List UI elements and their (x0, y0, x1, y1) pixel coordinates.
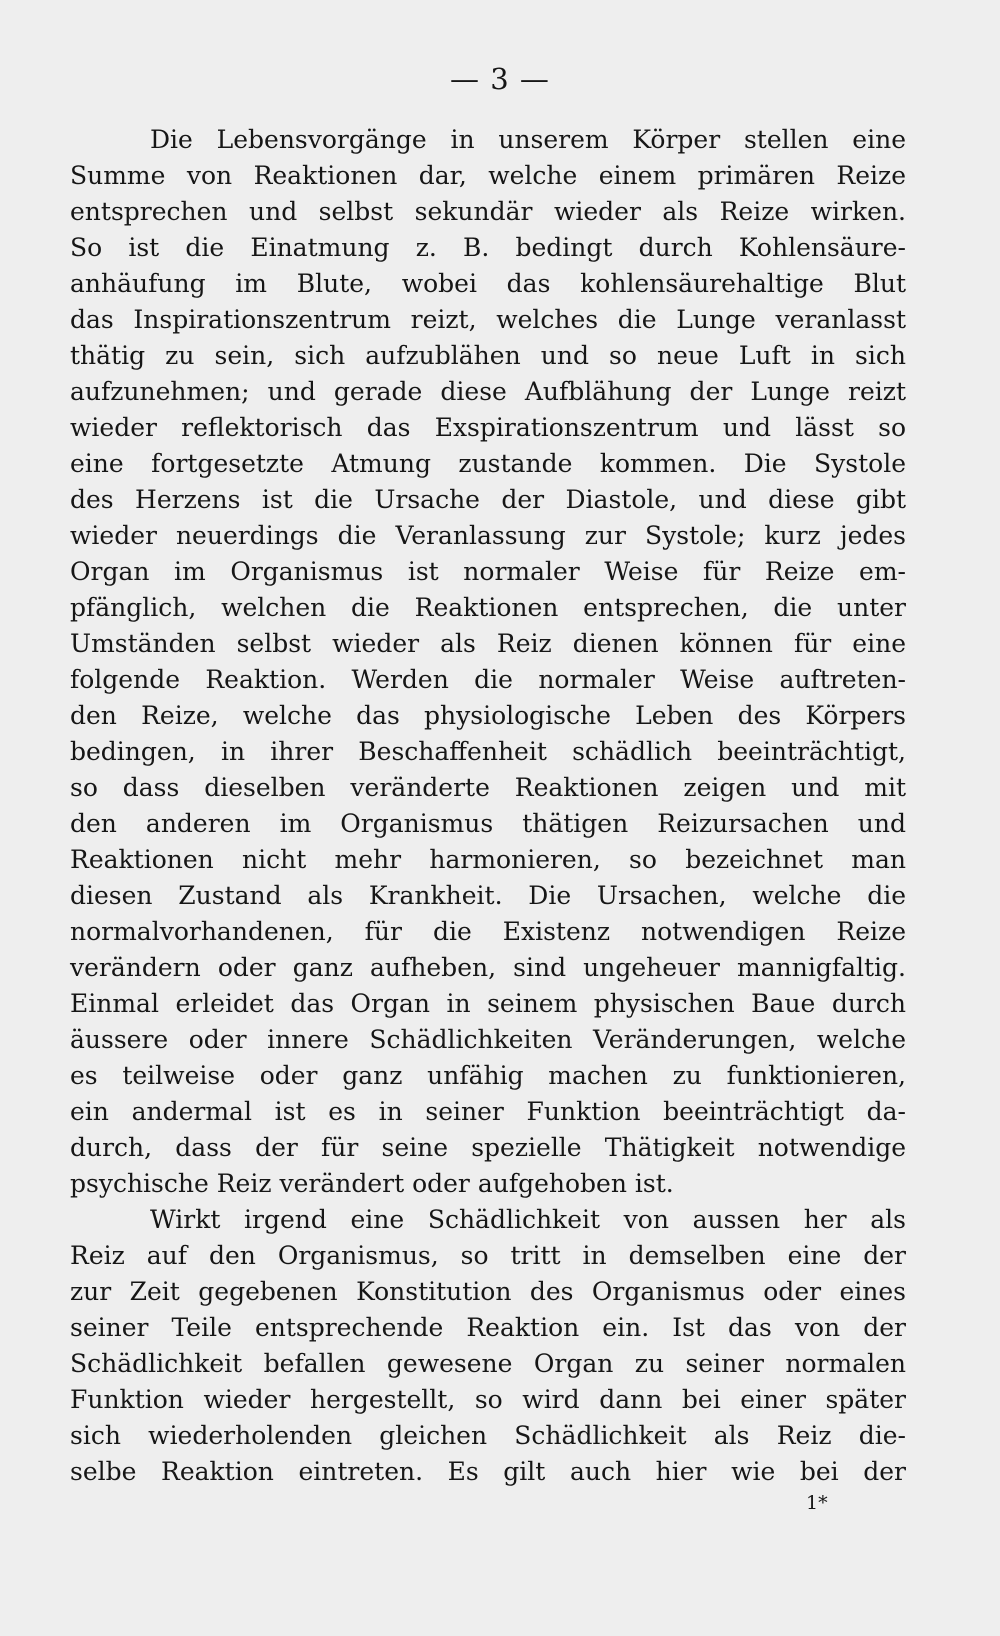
text-line: wieder reflektorisch das Exspirationszentrum und lässt so (70, 413, 906, 442)
text-line: Schädlichkeit befallen gewesene Organ zu seiner normalen (70, 1349, 906, 1378)
text-line: das Inspirationszentrum reizt, welches die Lunge veranlasst (70, 305, 906, 334)
text-line: äussere oder innere Schädlichkeiten Veränderungen, welche (70, 1025, 906, 1054)
text-line: durch, dass der für seine spezielle Thätigkeit notwendige (70, 1133, 906, 1162)
signature-mark: 1* (806, 1492, 828, 1514)
text-line: anhäufung im Blute, wobei das kohlensäurehaltige Blut (70, 269, 906, 298)
text-line: eine fortgesetzte Atmung zustande kommen. Die Systole (70, 449, 906, 478)
body-text (70, 122, 906, 1490)
text-line: Reaktionen nicht mehr harmonieren, so bezeichnet man (70, 845, 906, 874)
text-line: wieder neuerdings die Veranlassung zur Systole; kurz jedes (70, 521, 906, 550)
text-line: Organ im Organismus ist normaler Weise für Reize em- (70, 557, 906, 586)
text-line: zur Zeit gegebenen Konstitution des Organismus oder eines (70, 1277, 906, 1306)
text-line: So ist die Einatmung z. B. bedingt durch Kohlensäure- (70, 233, 906, 262)
text-line: pfänglich, welchen die Reaktionen entsprechen, die unter (70, 593, 906, 622)
text-line: selbe Reaktion eintreten. Es gilt auch hier wie bei der (70, 1457, 906, 1486)
text-line: thätig zu sein, sich aufzublähen und so neue Luft in sich (70, 341, 906, 370)
text-line: es teilweise oder ganz unfähig machen zu funktionieren, (70, 1061, 906, 1090)
text-line: ein andermal ist es in seiner Funktion beeinträchtigt da- (70, 1097, 906, 1126)
text-line: folgende Reaktion. Werden die normaler Weise auftreten- (70, 665, 906, 694)
text-line: normalvorhandenen, für die Existenz notwendigen Reize (70, 917, 906, 946)
text-line: entsprechen und selbst sekundär wieder als Reize wirken. (70, 197, 906, 226)
text-line: diesen Zustand als Krankheit. Die Ursachen, welche die (70, 881, 906, 910)
text-line: so dass dieselben veränderte Reaktionen zeigen und mit (70, 773, 906, 802)
text-line: des Herzens ist die Ursache der Diastole, und diese gibt (70, 485, 906, 514)
text-line: Summe von Reaktionen dar, welche einem primären Reize (70, 161, 906, 190)
text-line: seiner Teile entsprechende Reaktion ein. Ist das von der (70, 1313, 906, 1342)
text-line: Wirkt irgend eine Schädlichkeit von aussen her als (150, 1205, 906, 1234)
text-line: Die Lebensvorgänge in unserem Körper stellen eine (150, 125, 906, 154)
text-line: sich wiederholenden gleichen Schädlichkeit als Reiz die- (70, 1421, 906, 1450)
text-line: Reiz auf den Organismus, so tritt in demselben eine der (70, 1241, 906, 1270)
text-line: bedingen, in ihrer Beschaffenheit schädlich beeinträchtigt, (70, 737, 906, 766)
text-line: verändern oder ganz aufheben, sind ungeheuer mannigfaltig. (70, 953, 906, 982)
text-line: Funktion wieder hergestellt, so wird dann bei einer später (70, 1385, 906, 1414)
text-line: psychische Reiz verändert oder aufgehoben ist. (70, 1169, 674, 1198)
text-line: den anderen im Organismus thätigen Reizursachen und (70, 809, 906, 838)
text-line: Einmal erleidet das Organ in seinem physischen Baue durch (70, 989, 906, 1018)
text-line: Umständen selbst wieder als Reiz dienen können für eine (70, 629, 906, 658)
text-line: den Reize, welche das physiologische Leben des Körpers (70, 701, 906, 730)
page-number: — 3 — (450, 62, 550, 96)
text-line: aufzunehmen; und gerade diese Aufblähung der Lunge reizt (70, 377, 906, 406)
